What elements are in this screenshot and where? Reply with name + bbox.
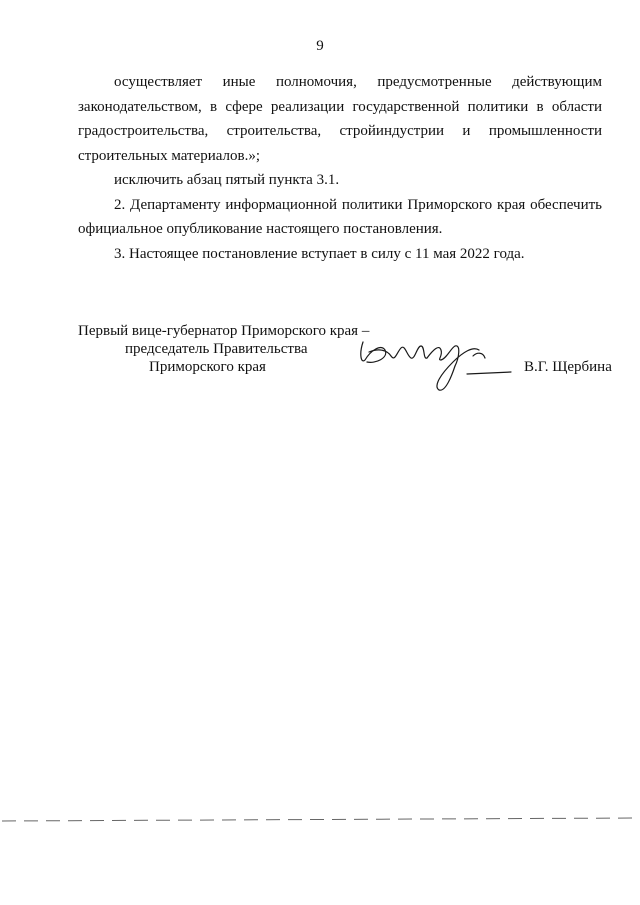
paragraph-2: исключить абзац пятый пункта 3.1. [114,172,340,188]
document-body [78,70,602,266]
paragraph-3: 2. Департаменту информационной политики Приморского края обеспечить официальное опубликование настоящего постановления. [78,196,602,237]
signatory-title-line2: председатель Правительства [125,341,308,357]
page-number: 9 [316,38,324,54]
handwritten-signature [355,330,515,400]
paragraph-4: 3. Настоящее постановление вступает в силу с 11 мая 2022 года. [114,245,525,262]
signatory-name: В.Г. Щербина [524,359,612,375]
bottom-dashed-separator [0,812,640,826]
signatory-title-line1: Первый вице-губернатор Приморского края – [78,323,370,339]
signatory-title-line3: Приморского края [149,359,266,375]
paragraph-1: осуществляет иные полномочия, предусмотренные действующим законодательством, в сфере реализации государственной политики в области градостроительства, строительства, стройиндустрии и промышленности строительных материалов.»; [78,74,602,164]
